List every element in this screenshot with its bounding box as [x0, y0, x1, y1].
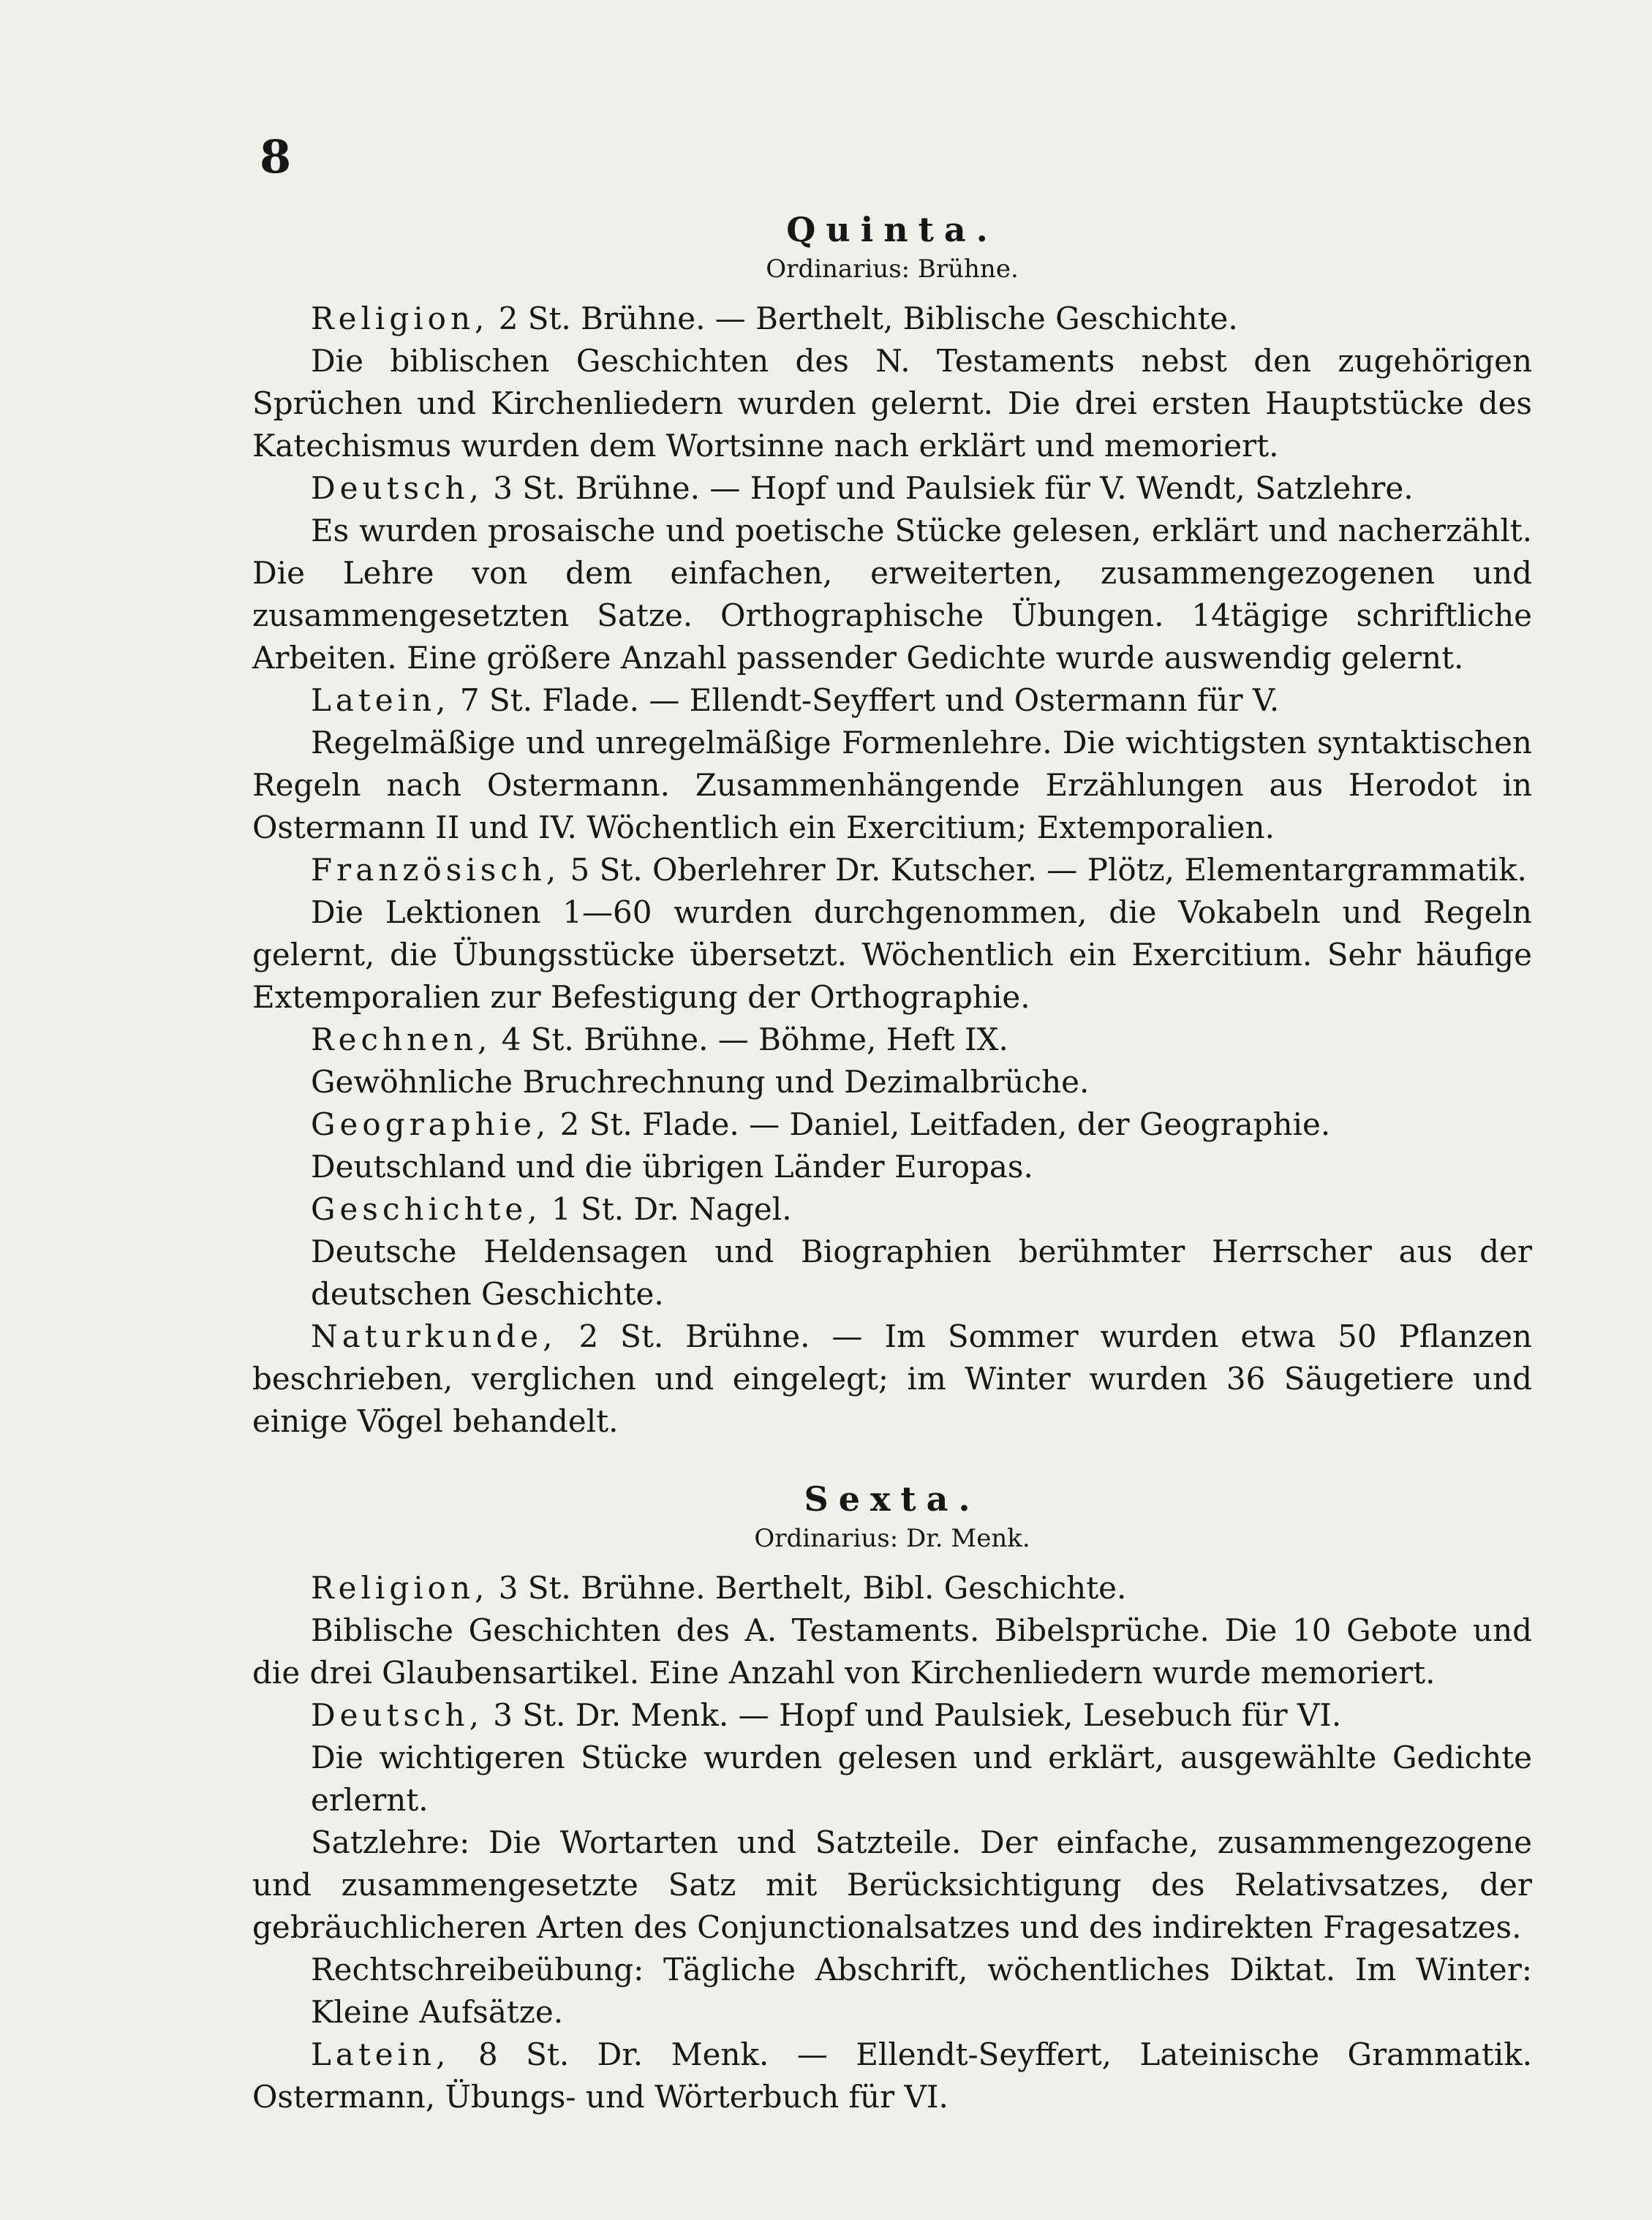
- sexta-deutsch-text-2: Satzlehre: Die Wortarten und Satzteile. Der einfache, zusammengezogene und zusammengesetzte Satz mit Berücksichtigung des Relativsatzes, der gebräuchlicheren Arten des Conjunctionalsatzes und des indirekten Fragesatzes.: [252, 1824, 1532, 1945]
- quinta-franz-heading: Französisch, 5 St. Oberlehrer Dr. Kutscher. — Plötz, Elementargrammatik.: [311, 852, 1527, 888]
- quinta-geo-text: Deutschland und die übrigen Länder Europas.: [311, 1149, 1033, 1185]
- subject-name: Latein,: [311, 2036, 450, 2072]
- sexta-religion-heading: Religion, 3 St. Brühne. Berthelt, Bibl. Geschichte.: [311, 1570, 1127, 1606]
- quinta-franz-text: Die Lektionen 1—60 wurden durchgenommen, die Vokabeln und Regeln gelernt, die Übungsstücke übersetzt. Wöchentlich ein Exercitium. Sehr häufige Extemporalien zur Befestigung der Orthographie.: [252, 894, 1532, 1015]
- subject-name: Geographie,: [311, 1106, 551, 1142]
- section-title-quinta: Quinta.: [786, 210, 998, 249]
- quinta-deutsch-text: Es wurden prosaische und poetische Stücke gelesen, erklärt und nacherzählt. Die Lehre von dem einfachen, erweiterten, zusammengezogenen und zusammengesetzten Satze. Orthographische Übungen. 14tägige schriftliche Arbeiten. Eine größere Anzahl passender Gedichte wurde auswendig gelernt.: [252, 513, 1532, 676]
- page-number: 8: [260, 130, 292, 184]
- sexta-deutsch-text-3: Rechtschreibeübung: Tägliche Abschrift, wöchentliches Diktat. Im Winter: Kleine Aufsätze.: [311, 1952, 1532, 2030]
- section-gap: [252, 1443, 1532, 1478]
- sexta-deutsch-text-1: Die wichtigeren Stücke wurden gelesen und erklärt, ausgewählte Gedichte erlernt.: [311, 1740, 1532, 1818]
- quinta-latein-heading: Latein, 7 St. Flade. — Ellendt-Seyffert und Ostermann für V.: [311, 682, 1280, 718]
- subject-name: Geschichte,: [311, 1191, 542, 1227]
- subject-name: Deutsch,: [311, 470, 483, 506]
- sexta-deutsch-heading: Deutsch, 3 St. Dr. Menk. — Hopf und Paulsiek, Lesebuch für VI.: [311, 1697, 1342, 1733]
- subject-name: Religion,: [311, 301, 489, 336]
- quinta-natur-paragraph: Naturkunde, 2 St. Brühne. — Im Sommer wurden etwa 50 Pflanzen beschrieben, verglichen und eingelegt; im Winter wurden 36 Säugetiere und einige Vögel behandelt.: [252, 1318, 1532, 1439]
- subject-name: Latein,: [311, 682, 450, 718]
- quinta-rechnen-heading: Rechnen, 4 St. Brühne. — Böhme, Heft IX.: [311, 1022, 1008, 1057]
- quinta-latein-text: Regelmäßige und unregelmäßige Formenlehre. Die wichtigsten syntaktischen Regeln nach Ostermann. Zusammenhängende Erzählungen aus Herodot in Ostermann II und IV. Wöchentlich ein Exercitium; Extemporalien.: [252, 725, 1532, 845]
- quinta-geo-heading: Geographie, 2 St. Flade. — Daniel, Leitfaden, der Geographie.: [311, 1106, 1331, 1142]
- quinta-gesch-heading: Geschichte, 1 St. Dr. Nagel.: [311, 1191, 792, 1227]
- sexta-religion-text: Biblische Geschichten des A. Testaments. Bibelsprüche. Die 10 Gebote und die drei Glaubensartikel. Eine Anzahl von Kirchenliedern wurde memoriert.: [252, 1612, 1532, 1691]
- ordinarius-quinta: Ordinarius: Brühne.: [766, 254, 1019, 284]
- ordinarius-sexta: Ordinarius: Dr. Menk.: [754, 1524, 1030, 1553]
- subject-name: Französisch,: [311, 852, 561, 888]
- section-title-sexta: Sexta.: [804, 1479, 981, 1519]
- quinta-gesch-text: Deutsche Heldensagen und Biographien berühmter Herrscher aus der deutschen Geschichte.: [311, 1234, 1532, 1312]
- quinta-religion-text: Die biblischen Geschichten des N. Testaments nebst den zugehörigen Sprüchen und Kirchenliedern wurden gelernt. Die drei ersten Hauptstücke des Katechismus wurden dem Wortsinne nach erklärt und memoriert.: [252, 343, 1532, 464]
- subject-name: Religion,: [311, 1570, 489, 1606]
- sexta-latein-paragraph: Latein, 8 St. Dr. Menk. — Ellendt-Seyffert, Lateinische Grammatik. Ostermann, Übungs- und Wörterbuch für VI.: [252, 2036, 1532, 2115]
- page-content: [252, 208, 1532, 2118]
- quinta-deutsch-heading: Deutsch, 3 St. Brühne. — Hopf und Paulsiek für V. Wendt, Satzlehre.: [311, 470, 1414, 506]
- subject-name: Rechnen,: [311, 1022, 492, 1057]
- quinta-rechnen-text: Gewöhnliche Bruchrechnung und Dezimalbrüche.: [311, 1064, 1090, 1100]
- subject-name: Deutsch,: [311, 1697, 483, 1733]
- subject-name: Naturkunde,: [311, 1318, 557, 1354]
- quinta-religion-heading: Religion, 2 St. Brühne. — Berthelt, Biblische Geschichte.: [311, 301, 1238, 336]
